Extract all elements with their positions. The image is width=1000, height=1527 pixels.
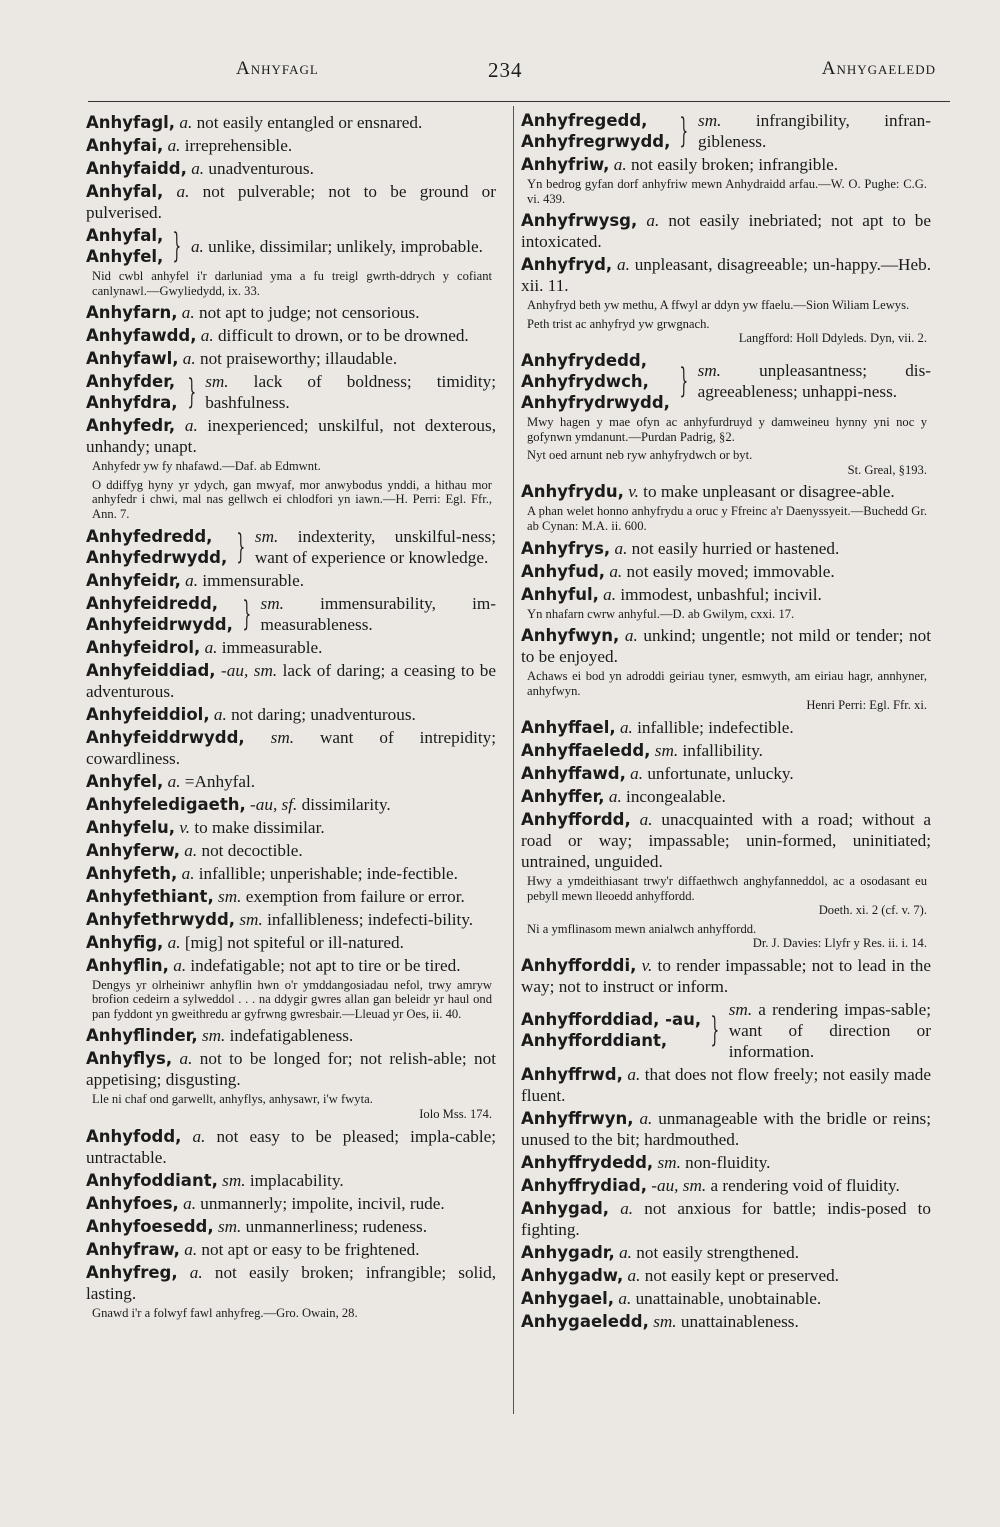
part-of-speech: a.: [213, 704, 227, 724]
dictionary-entry: [521, 1288, 931, 1309]
definition: not praiseworthy; illaudable.: [195, 349, 398, 369]
headword: Anhyfrydwch,: [521, 371, 649, 391]
headword: Anhyffael,: [521, 717, 616, 737]
headword: Anhyfeiddiol,: [86, 704, 210, 724]
dictionary-entry: [86, 771, 496, 792]
headword: Anhygadw,: [521, 1265, 624, 1285]
definition: not easily moved; immovable.: [622, 561, 835, 581]
headword: Anhyflin,: [86, 955, 169, 975]
entry-group: [521, 110, 931, 152]
part-of-speech: a.: [608, 786, 622, 806]
part-of-speech: sm.: [205, 372, 229, 392]
definition: unmannerliness; rudeness.: [241, 1216, 428, 1236]
headword: Anhyfoesedd,: [86, 1216, 214, 1236]
part-of-speech: a.: [181, 863, 195, 883]
part-of-speech: a.: [173, 955, 187, 975]
definition: that does not flow freely; not easily made fluent.: [521, 1064, 932, 1105]
dictionary-entry: [521, 1175, 931, 1196]
headword: Anhyfrwysg,: [521, 211, 638, 231]
definition: unattainable, unobtainable.: [631, 1288, 822, 1308]
dictionary-entry: [521, 1198, 931, 1240]
column-divider: [513, 106, 514, 1414]
part-of-speech: v.: [628, 482, 639, 502]
part-of-speech: a.: [189, 1262, 203, 1282]
part-of-speech: a.: [616, 255, 630, 275]
headword: Anhyfeidrwydd,: [86, 614, 233, 634]
dictionary-entry: [86, 158, 496, 179]
headword: Anhyfder,: [86, 372, 176, 392]
headword: Anhyfrys,: [521, 538, 611, 558]
definition: not easily strengthened.: [631, 1242, 800, 1262]
part-of-speech: a.: [167, 136, 181, 155]
dictionary-entry: [521, 561, 931, 582]
definition: infallible; unperishable; inde-fectible.: [194, 863, 458, 883]
definition: not apt or easy to be frightened.: [197, 1239, 420, 1259]
headword: Anhygael,: [521, 1288, 615, 1308]
headword: Anhyfethiant,: [86, 886, 214, 906]
dictionary-entry: [86, 932, 496, 953]
dictionary-entry: [86, 1239, 496, 1260]
right-column: [521, 110, 931, 1334]
definition: not easy to be pleased; impla-cable; untractable.: [86, 1126, 497, 1167]
dictionary-entry: [86, 704, 496, 725]
headword-group: [521, 1009, 701, 1051]
part-of-speech: a.: [183, 1193, 196, 1213]
definition: [mig] not spiteful or ill-natured.: [180, 932, 404, 952]
part-of-speech: v.: [179, 817, 191, 837]
dictionary-entry: [521, 210, 931, 252]
headword: Anhyfryd,: [521, 255, 613, 275]
headword: Anhyfrydedd,: [521, 350, 647, 370]
part-of-speech: a.: [627, 1265, 641, 1285]
definition: to make unpleasant or disagree-able.: [638, 482, 895, 502]
citation-source: St. Greal, §193.: [847, 462, 927, 477]
citation: O ddiffyg hyny yr ydych, gan mwyaf, mor anwybodus ynddi, a hithau mor anhyfedr i chwi, mal nas gellwch ei chlodfori yn iawn.—H. Perri: Egl. Ffr., Ann. 7.: [92, 477, 492, 521]
citation: Dengys yr olrheiniwr anhyflin hwn o'r ymddangosiadau nefol, trwy amryw brofion cedeirn a sylweddol . . . na ddygir gwres allan gan beleidr yr haul ond pan fyddont yn gweithredu ar gyfrwng gwresbair.—Lleuad yr Oes, ii. 40.: [92, 977, 492, 1021]
left-column: [86, 112, 496, 1324]
part-of-speech: a.: [167, 932, 181, 952]
definition: want of intrepidity; cowardliness.: [86, 727, 497, 768]
part-of-speech: a.: [619, 1242, 632, 1262]
headword: Anhygaeledd,: [521, 1311, 649, 1331]
definition: unpleasant, disagreeable; un-happy.—Heb. xii. 11.: [521, 255, 931, 296]
dictionary-entry: [86, 1262, 496, 1304]
dictionary-entry: [86, 955, 496, 976]
headword: Anhyfelu,: [86, 817, 176, 837]
citation-source: Doeth. xi. 2 (cf. v. 7).: [818, 903, 927, 918]
definition: dissimilarity.: [297, 794, 391, 814]
part-of-speech: a.: [179, 1049, 193, 1069]
citation: Gnawd i'r a folwyf fawl anhyfreg.—Gro. Owain, 28.: [92, 1305, 358, 1320]
definition: infallibility.: [678, 740, 763, 760]
definition: infallible; indefectible.: [632, 717, 794, 737]
headword: Anhyffrwd,: [521, 1064, 623, 1084]
headword: Anhyffrydedd,: [521, 1152, 654, 1172]
part-of-speech: a.: [179, 113, 193, 132]
definition: immodest, unbashful; incivil.: [616, 584, 822, 604]
brace: }: [242, 593, 252, 634]
part-of-speech: a.: [619, 717, 633, 737]
citation: Peth trist ac anhyfryd yw grwgnach. Langfford: Holl Ddyleds. Dyn, vii. 2.: [527, 316, 927, 346]
headword: Anhygadr,: [521, 1242, 615, 1262]
headword: Anhyfforddiad, -au,: [521, 1010, 702, 1030]
dictionary-entry: [86, 817, 496, 838]
headword: Anhyfawl,: [86, 349, 179, 369]
citation: Achaws ei bod yn adroddi geiriau tyner, esmwyth, am eiriau hagr, annhyner, anhyfwyn. Henri Perri: Egl. Ffr. xi.: [527, 669, 927, 713]
part-of-speech: sm.: [697, 361, 721, 381]
headword: Anhyfaidd,: [86, 159, 187, 178]
part-of-speech: a.: [603, 584, 617, 604]
definition: indefatigable; not apt to tire or be tired.: [186, 955, 461, 975]
headword: Anhyfraw,: [86, 1239, 180, 1259]
dictionary-entry: [86, 1025, 496, 1046]
headword: Anhyfig,: [86, 932, 164, 952]
dictionary-entry: [86, 1048, 496, 1090]
definition: implacability.: [245, 1170, 344, 1190]
dictionary-entry: [86, 637, 496, 658]
brace: }: [236, 526, 246, 567]
headword: Anhyfagl,: [86, 113, 176, 132]
header-rule: [88, 101, 950, 102]
definition: sm. a rendering impas-sable; want of direction or information.: [728, 999, 931, 1061]
definition: to render impassable; not to lead in the way; not to instruct or inform.: [521, 955, 932, 996]
dictionary-entry: [86, 135, 496, 156]
headword: Anhyffaeledd,: [521, 740, 651, 760]
dictionary-entry: [521, 763, 931, 784]
headword: Anhyfoes,: [86, 1193, 179, 1213]
citation-source: Iolo Mss. 174.: [419, 1106, 492, 1121]
part-of-speech: a.: [614, 538, 628, 558]
headword: Anhyfethrwydd,: [86, 909, 236, 929]
dictionary-entry: [521, 481, 931, 502]
headword: Anhyfregedd,: [521, 111, 648, 130]
part-of-speech: a.: [613, 155, 627, 174]
entry-group: [86, 526, 496, 568]
entry-group: [521, 350, 931, 413]
headword: Anhyfregrwydd,: [521, 132, 671, 151]
headword: Anhyffrydiad,: [521, 1175, 647, 1195]
definition: not apt to judge; not censorious.: [194, 303, 420, 323]
part-of-speech: sm.: [239, 909, 263, 929]
part-of-speech: a.: [646, 211, 660, 231]
entry-group: [86, 593, 496, 635]
citation: Lle ni chaf ond garwellt, anhyflys, anhysawr, i'w fwyta. Iolo Mss. 174.: [92, 1092, 492, 1121]
part-of-speech: a.: [192, 1126, 206, 1146]
definition: sm. lack of boldness; timidity; bashfulness.: [205, 372, 496, 413]
running-head: [88, 58, 950, 88]
definition: inexperienced; unskilful, not dexterous, unhandy; unapt.: [86, 416, 496, 457]
dictionary-entry: [521, 538, 931, 559]
part-of-speech: sm.: [201, 1026, 226, 1046]
citation-source: Dr. J. Davies: Llyfr y Res. ii. i. 14.: [752, 936, 927, 951]
entry-group: [86, 225, 496, 267]
definition: a rendering void of fluidity.: [706, 1175, 900, 1195]
definition: incongealable.: [621, 786, 726, 806]
dictionary-entry: [521, 1242, 931, 1263]
definition: sm. unpleasantness; dis-agreeableness; unhappi-ness.: [697, 361, 931, 402]
definition: not to be longed for; not relish-able; not appetising; disgusting.: [86, 1049, 496, 1090]
definition: not pulverable; not to be ground or pulverised.: [86, 182, 496, 222]
headword: Anhyfeth,: [86, 863, 178, 883]
headword: Anhyfwyn,: [521, 626, 620, 646]
part-of-speech: sm.: [654, 740, 679, 760]
part-of-speech: sm.: [657, 1152, 681, 1172]
dictionary-entry: [521, 955, 931, 997]
definition: indefatigableness.: [225, 1026, 354, 1046]
headword: Anhyfrydu,: [521, 482, 624, 502]
definition: infallibleness; indefecti-bility.: [262, 909, 474, 929]
headword: Anhyfedrwydd,: [86, 547, 228, 567]
dictionary-entry: [521, 1064, 931, 1106]
definition: sm. infrangibility, infran-gibleness.: [698, 111, 931, 151]
brace: }: [679, 361, 689, 402]
headword: Anhyfawdd,: [86, 326, 197, 346]
part-of-speech: sm.: [222, 1170, 246, 1190]
definition: not easily broken; infrangible; solid, lasting.: [86, 1262, 496, 1303]
citation: Hwy a ymdeithiasant trwy'r diffaethwch anghyfanneddol, ac a osodasant eu pebyll mewn lleoedd anhyffordd. Doeth. xi. 2 (cf. v. 7).: [527, 873, 927, 918]
headword: Anhyfeidr,: [86, 570, 181, 590]
page-number: 234: [488, 58, 523, 82]
definition: difficult to drown, or to be drowned.: [213, 326, 469, 346]
part-of-speech: sm.: [270, 727, 295, 747]
headword: Anhyflinder,: [86, 1026, 198, 1046]
dictionary-entry: [86, 302, 496, 323]
definition: sm. indexterity, unskilful-ness; want of experience or knowledge.: [254, 526, 496, 567]
part-of-speech: a.: [184, 840, 198, 860]
definition: unkind; ungentle; not mild or tender; not to be enjoyed.: [521, 626, 932, 667]
entry-group: [86, 371, 496, 413]
running-head-left: Anhyfagl: [236, 58, 319, 79]
definition: not easily entangled or ensnared.: [192, 113, 423, 132]
definition: =Anhyfal.: [180, 771, 256, 791]
part-of-speech: sm.: [217, 1216, 242, 1236]
brace: }: [679, 111, 689, 151]
dictionary-entry: [86, 1193, 496, 1214]
citation: Yn nhafarn cwrw anhyful.—D. ab Gwilym, cxxi. 17.: [527, 606, 795, 621]
definition: irreprehensible.: [180, 136, 293, 155]
dictionary-entry: [86, 886, 496, 907]
citation: Nid cwbl anhyfel i'r darluniad yma a fu treigl gwrth-ddrych y cofiant canlynawl.—Gwyliedydd, ix. 33.: [92, 269, 492, 298]
headword-group: [521, 110, 670, 152]
headword: Anhyffer,: [521, 786, 605, 806]
part-of-speech: a.: [624, 626, 638, 646]
headword: Anhyffawd,: [521, 763, 626, 783]
part-of-speech: a.: [639, 1108, 653, 1128]
dictionary-entry: [86, 415, 496, 457]
brace: }: [172, 226, 182, 266]
citation: Anhyfryd beth yw methu, A ffwyl ar ddyn yw ffaelu.—Sion Wiliam Lewys.: [527, 298, 910, 313]
definition: not easily inebriated; not apt to be intoxicated.: [521, 211, 932, 252]
headword: Anhyfreg,: [86, 1262, 178, 1282]
dictionary-entry: [521, 584, 931, 605]
dictionary-entry: [86, 181, 496, 223]
part-of-speech: sm.: [698, 111, 722, 130]
headword: Anhyferw,: [86, 840, 180, 860]
headword: Anhyfedredd,: [86, 526, 213, 546]
definition: not easily kept or preserved.: [640, 1265, 839, 1285]
brace: }: [710, 1010, 720, 1051]
dictionary-entry: [521, 717, 931, 738]
dictionary-entry: [521, 1152, 931, 1173]
definition: unmannerly; impolite, incivil, rude.: [196, 1193, 445, 1213]
headword: Anhyfarn,: [86, 303, 178, 323]
definition: to make dissimilar.: [190, 817, 325, 837]
citation-source: Henri Perri: Egl. Ffr. xi.: [806, 698, 927, 713]
part-of-speech: -au, sm.: [221, 660, 278, 680]
definition: not decoctible.: [197, 840, 303, 860]
dictionary-entry: [521, 786, 931, 807]
definition: a. unlike, dissimilar; unlikely, improbable.: [190, 236, 483, 256]
citation-source: Langfford: Holl Ddyleds. Dyn, vii. 2.: [738, 331, 927, 346]
headword: Anhyffrwyn,: [521, 1108, 634, 1128]
dictionary-entry: [521, 1311, 931, 1332]
headword: Anhyfoddiant,: [86, 1170, 218, 1190]
citation: Anhyfedr yw fy nhafawd.—Daf. ab Edmwnt.: [92, 459, 321, 474]
dictionary-entry: [521, 254, 931, 296]
part-of-speech: sm.: [254, 526, 279, 546]
part-of-speech: a.: [618, 1288, 632, 1308]
headword: Anhyfforddi,: [521, 955, 637, 975]
definition: lack of daring; a ceasing to be adventurous.: [86, 660, 497, 701]
part-of-speech: a.: [204, 637, 218, 657]
dictionary-entry: [86, 1126, 496, 1168]
definition: immensurable.: [198, 570, 304, 590]
running-head-right: Anhygaeledd: [821, 58, 936, 79]
part-of-speech: a.: [184, 1239, 198, 1259]
headword: Anhyful,: [521, 584, 599, 604]
headword-group: [86, 593, 233, 635]
dictionary-entry: [86, 909, 496, 930]
part-of-speech: a.: [182, 349, 196, 369]
part-of-speech: a.: [191, 159, 205, 178]
headword: Anhyfedr,: [86, 416, 176, 436]
headword: Anhyfodd,: [86, 1126, 182, 1146]
definition: sm. immensurability, im-measurableness.: [260, 593, 496, 634]
definition: non-fluidity.: [680, 1152, 771, 1172]
part-of-speech: sm.: [653, 1311, 677, 1331]
headword: Anhyfud,: [521, 561, 606, 581]
citation: Mwy hagen y mae ofyn ac anhyfurdruyd y damweineu hynny yni noc y gofynwn ymdanunt.—Purdan Padrig, §2.: [527, 414, 927, 444]
part-of-speech: a.: [609, 561, 623, 581]
dictionary-entry: [86, 112, 496, 133]
dictionary-entry: [86, 794, 496, 815]
headword: Anhyfrydrwydd,: [521, 392, 670, 412]
part-of-speech: sm.: [218, 886, 242, 906]
dictionary-entry: [86, 348, 496, 369]
headword: Anhyfel,: [86, 771, 164, 791]
definition: unacquainted with a road; without a road or way; impassable; unin-formed, uninitiated; untrained, unguided.: [521, 809, 932, 871]
part-of-speech: v.: [641, 955, 653, 975]
part-of-speech: a.: [184, 416, 198, 436]
dictionary-entry: [521, 740, 931, 761]
headword: Anhyfai,: [86, 136, 164, 155]
part-of-speech: a.: [167, 771, 181, 791]
headword: Anhyfeledigaeth,: [86, 794, 246, 814]
citation: A phan welet honno anhyfrydu a oruc y Ffreinc a'r Daenyssyeit.—Buchedd Gr. ab Cynan: M.A. ii. 600.: [527, 504, 927, 533]
dictionary-entry: [521, 809, 931, 872]
headword: Anhyfriw,: [521, 155, 610, 174]
definition: unadventurous.: [204, 159, 314, 178]
part-of-speech: -au, sf.: [250, 794, 298, 814]
headword: Anhyfal,: [86, 182, 164, 201]
dictionary-entry: [86, 1216, 496, 1237]
dictionary-entry: [521, 1108, 931, 1150]
headword: Anhyfeidrol,: [86, 637, 201, 657]
headword: Anhyfdra,: [86, 393, 178, 413]
part-of-speech: a.: [176, 182, 190, 201]
headword: Anhygad,: [521, 1198, 610, 1218]
entry-group: [521, 999, 931, 1062]
part-of-speech: a.: [627, 1064, 641, 1084]
definition: not daring; unadventurous.: [226, 704, 416, 724]
headword: Anhyfel,: [86, 247, 164, 266]
definition: unattainableness.: [676, 1311, 799, 1331]
definition: not easily broken; infrangible.: [626, 155, 839, 174]
headword: Anhyflys,: [86, 1049, 173, 1069]
part-of-speech: sm.: [728, 999, 753, 1019]
definition: not easily hurried or hastened.: [627, 538, 840, 558]
part-of-speech: -au, sm.: [651, 1175, 707, 1195]
headword-group: [86, 225, 163, 267]
part-of-speech: a.: [630, 763, 644, 783]
part-of-speech: a.: [200, 326, 214, 346]
citation: Yn bedrog gyfan dorf anhyfriw mewn Anhydraidd arfau.—W. O. Pughe: C.G. vi. 439.: [527, 177, 927, 206]
headword: Anhyfforddiant,: [521, 1031, 668, 1051]
definition: not anxious for battle; indis-posed to fighting.: [521, 1198, 932, 1239]
dictionary-entry: [521, 154, 931, 175]
headword-group: [86, 526, 227, 568]
headword: Anhyfeiddrwydd,: [86, 727, 245, 747]
dictionary-entry: [86, 727, 496, 769]
part-of-speech: sm.: [260, 593, 284, 613]
dictionary-entry: [86, 570, 496, 591]
headword-group: [521, 350, 670, 413]
citation: Nyt oed arnunt neb ryw anhyfrydwch or byt. St. Greal, §193.: [527, 448, 927, 477]
headword: Anhyffordd,: [521, 809, 631, 829]
dictionary-entry: [86, 325, 496, 346]
headword: Anhyfeiddiad,: [86, 660, 216, 680]
dictionary-entry: [521, 625, 931, 667]
dictionary-entry: [521, 1265, 931, 1286]
brace: }: [187, 372, 196, 413]
headword-group: [86, 371, 178, 413]
definition: unmanageable with the bridle or reins; unused to the bit; hardmouthed.: [521, 1108, 932, 1149]
headword: Anhyfeidredd,: [86, 593, 219, 613]
definition: immeasurable.: [217, 637, 323, 657]
part-of-speech: a.: [620, 1198, 634, 1218]
part-of-speech: a.: [190, 236, 204, 256]
dictionary-entry: [86, 1170, 496, 1191]
citation: Ni a ymflinasom mewn anialwch anhyffordd. Dr. J. Davies: Llyfr y Res. ii. i. 14.: [527, 921, 927, 951]
part-of-speech: a.: [639, 809, 653, 829]
dictionary-entry: [86, 840, 496, 861]
part-of-speech: a.: [181, 303, 195, 323]
part-of-speech: a.: [185, 570, 199, 590]
definition: exemption from failure or error.: [241, 886, 465, 906]
dictionary-entry: [86, 863, 496, 884]
dictionary-entry: [86, 660, 496, 702]
headword: Anhyfal,: [86, 226, 164, 245]
definition: unfortunate, unlucky.: [643, 763, 794, 783]
